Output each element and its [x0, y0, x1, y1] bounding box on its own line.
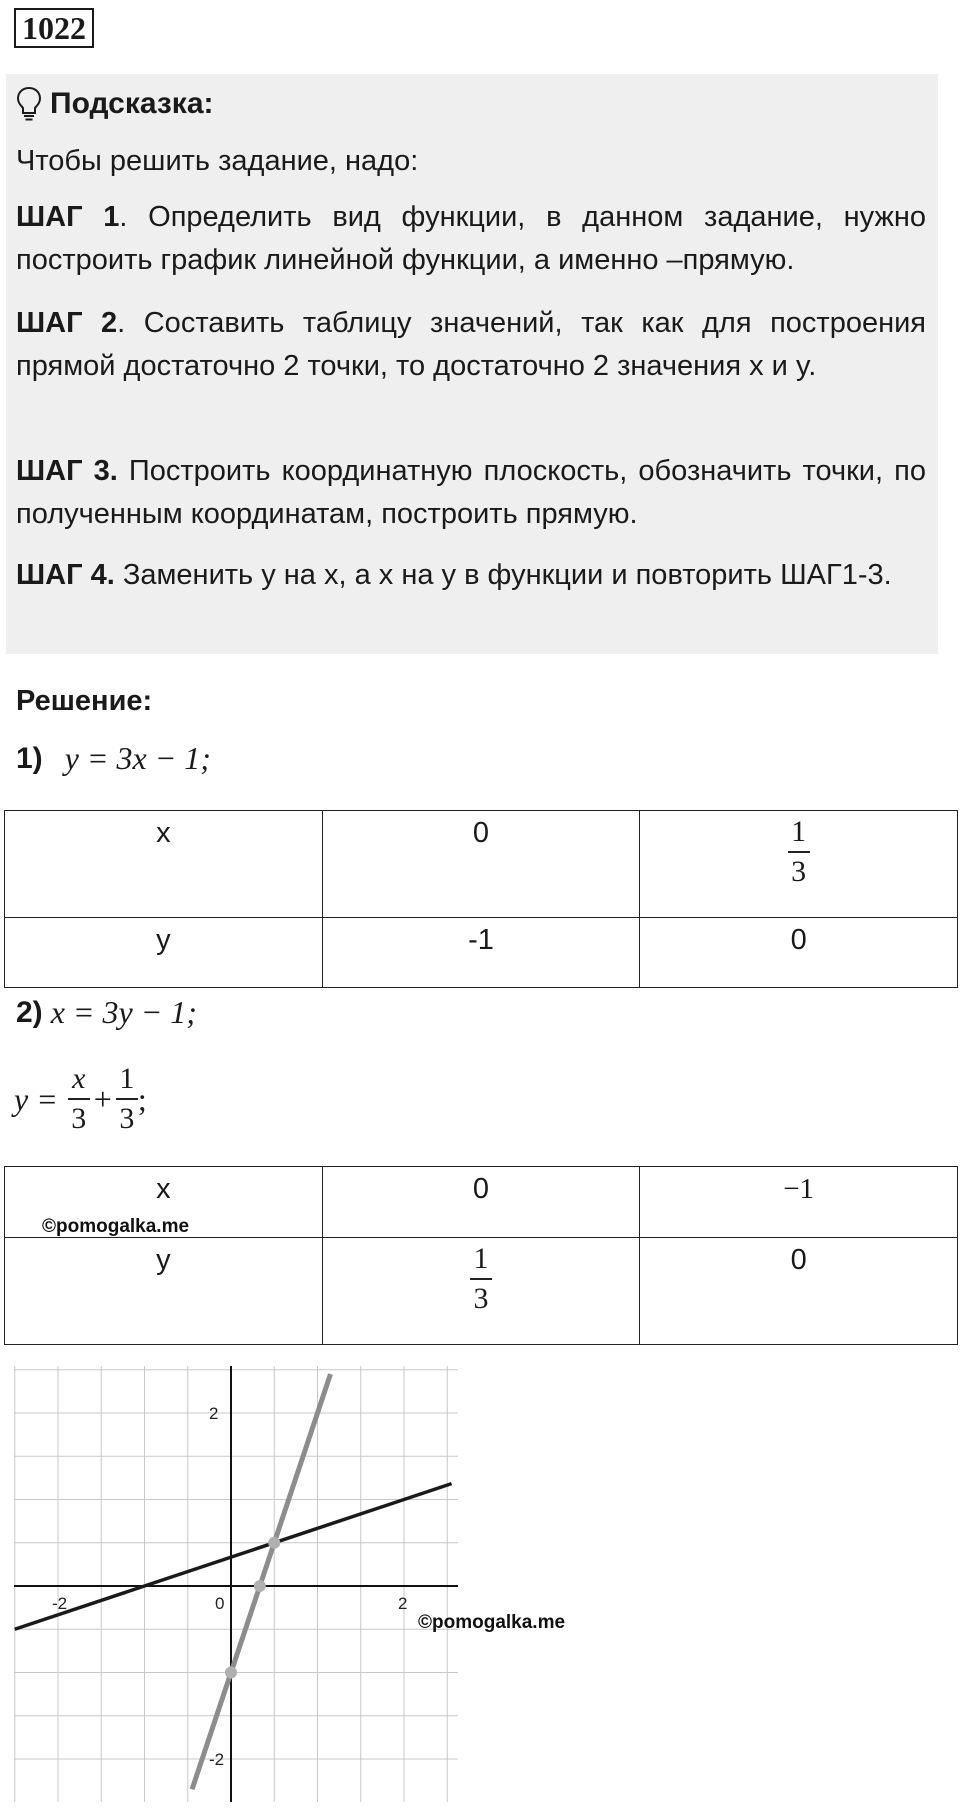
- fraction: [116, 1062, 138, 1136]
- table-cell: −1: [640, 1167, 958, 1238]
- hint-header: [16, 82, 214, 126]
- table-row: [5, 811, 958, 918]
- x-tick-label: 0: [215, 1594, 225, 1613]
- fraction-den: 3: [119, 1102, 135, 1135]
- axes: [14, 1366, 458, 1802]
- table-cell: -1: [322, 918, 640, 988]
- solution-title: Решение:: [16, 685, 153, 717]
- fraction-num: 1: [119, 1062, 135, 1095]
- values-table-2: [4, 1166, 958, 1345]
- fraction: [470, 1242, 492, 1316]
- step-text: Заменить y на x, а x на y в функции и повторить ШАГ1-3.: [114, 559, 892, 591]
- step-text: . Определить вид функции, в данном задание, нужно построить график линейной функции, а именно –прямую.: [16, 201, 927, 276]
- hint-title: Подсказка:: [50, 87, 214, 120]
- fraction-bar: [788, 851, 810, 853]
- fraction-num: x: [72, 1062, 86, 1095]
- part1-number: 1): [16, 741, 43, 775]
- part2-number: 2): [16, 995, 43, 1029]
- function-lines: [15, 1374, 452, 1789]
- table-row: [5, 918, 958, 988]
- hint-step-3: [16, 450, 926, 536]
- table-cell: x: [5, 1167, 323, 1238]
- fraction-num: 1: [473, 1242, 489, 1275]
- table-cell: x: [5, 811, 323, 918]
- graph: [14, 1366, 458, 1802]
- graph-point: [268, 1537, 280, 1549]
- fraction: [68, 1062, 90, 1136]
- hint-step-2: [16, 302, 926, 388]
- fraction-num: 1: [791, 815, 807, 848]
- fraction-den: 3: [791, 855, 807, 888]
- y-tick-label: -2: [209, 1750, 225, 1769]
- part1-equation: y = 3x − 1;: [64, 740, 211, 776]
- table-cell: 0: [322, 1167, 640, 1238]
- table-cell-fraction: [640, 811, 958, 918]
- graph-point: [254, 1580, 266, 1592]
- x-tick-label: 2: [398, 1594, 408, 1613]
- x-tick-label: -2: [52, 1594, 68, 1613]
- watermark-graph: ©pomogalka.me: [418, 1612, 566, 1633]
- step-text: . Составить таблицу значений, так как для построения прямой достаточно 2 точки, то достаточно 2 значения x и y.: [16, 307, 926, 382]
- part1-header: [16, 740, 211, 777]
- hint-step-1: [16, 196, 926, 282]
- fraction-den: 3: [71, 1102, 87, 1135]
- step-text: Построить координатную плоскость, обозначить точки, по полученным координатам, построить прямую.: [16, 455, 926, 530]
- table-cell: y: [5, 918, 323, 988]
- fraction-den: 3: [473, 1282, 489, 1315]
- hint-step-4: [16, 554, 926, 597]
- table-cell: 0: [322, 811, 640, 918]
- step-label: ШАГ 1: [16, 201, 120, 233]
- step-label: ШАГ 4.: [16, 559, 115, 591]
- values-table-1: [4, 810, 958, 988]
- grid: [14, 1366, 458, 1802]
- hint-intro: Чтобы решить задание, надо:: [16, 145, 419, 177]
- lightbulb-icon: [16, 86, 42, 122]
- task-number: 1022: [14, 8, 94, 48]
- part2-equation: x = 3y − 1;: [50, 994, 197, 1030]
- fraction-bar: [116, 1098, 138, 1100]
- part2-equation-solved: [14, 1062, 147, 1136]
- table-cell: 0: [640, 918, 958, 988]
- eq-lhs: y =: [14, 1080, 58, 1117]
- eq-plus: +: [93, 1080, 112, 1117]
- fraction-bar: [68, 1098, 90, 1100]
- table-row: [5, 1238, 958, 1345]
- line-y-x3-plus-1-3: [15, 1484, 452, 1630]
- y-tick-label: 2: [209, 1404, 219, 1423]
- table-cell-fraction: [322, 1238, 640, 1345]
- step-label: ШАГ 2: [16, 307, 118, 339]
- eq-end: ;: [137, 1080, 147, 1117]
- fraction: [788, 815, 810, 889]
- part2-header: [16, 994, 197, 1031]
- table-cell: y: [5, 1238, 323, 1345]
- fraction-bar: [470, 1278, 492, 1280]
- watermark: ©pomogalka.me: [42, 1216, 190, 1237]
- step-label: ШАГ 3.: [16, 455, 118, 487]
- graph-point: [225, 1667, 237, 1679]
- table-cell: 0: [640, 1238, 958, 1345]
